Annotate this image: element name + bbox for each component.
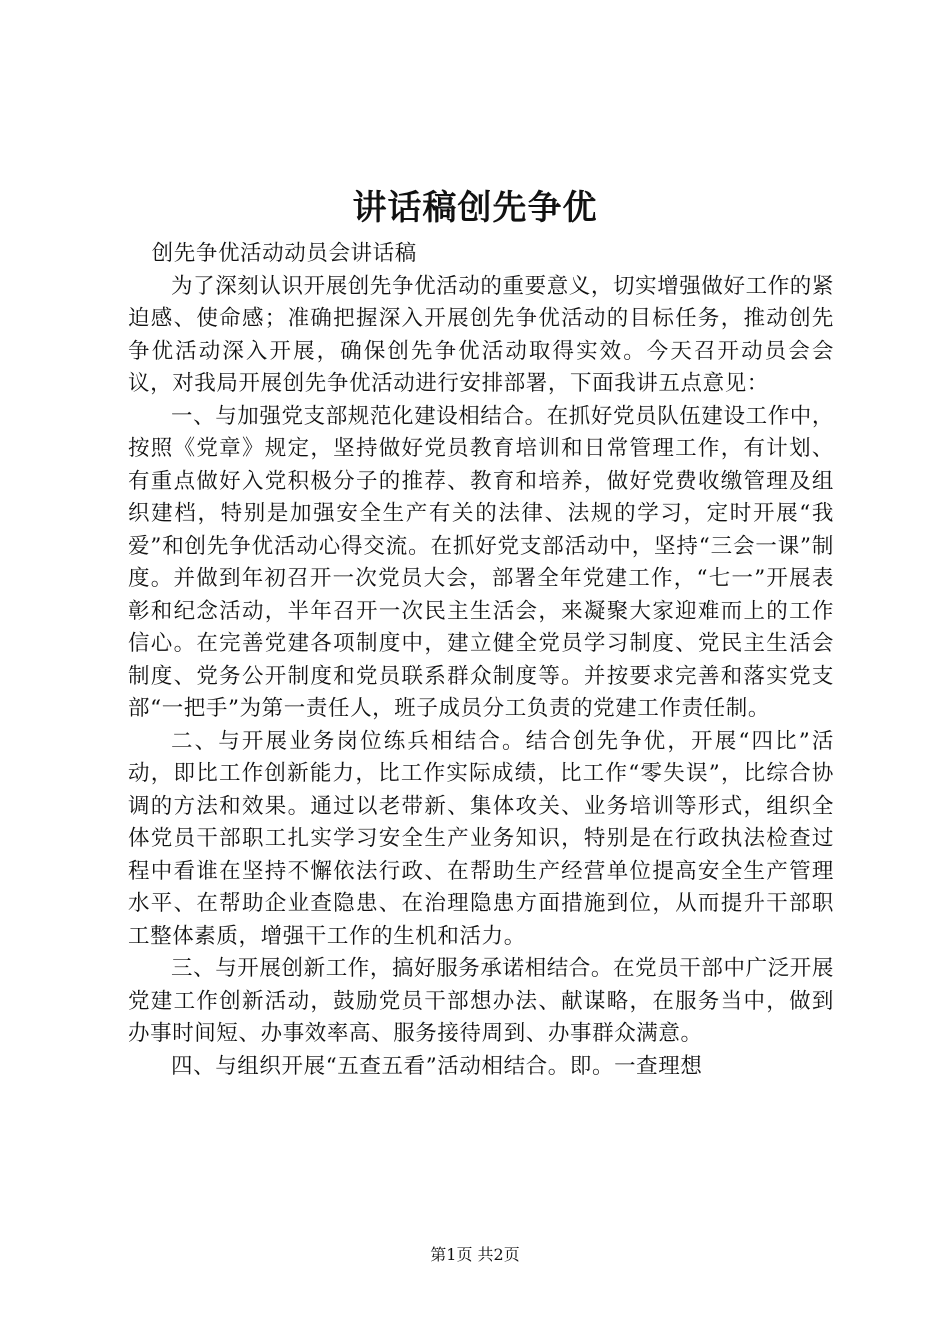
paragraph-point-2: 二、与开展业务岗位练兵相结合。结合创先争优，开展“四比”活动，即比工作创新能力，比工作实际成绩，比工作“零失误”，比综合协调的方法和效果。通过以老带新、集体攻关、业务培训等形式，组织全体党员干部职工扎实学习安全生产业务知识，特别是在行政执法检查过程中看谁在坚持不懈依法行政、在帮助生产经营单位提高安全生产管理水平、在帮助企业查隐患、在治理隐患方面措施到位，从而提升干部职工整体素质，增强干工作的生机和活力。: [128, 728, 834, 949]
paragraph-intro: 为了深刻认识开展创先争优活动的重要意义，切实增强做好工作的紧迫感、使命感；准确把握深入开展创先争优活动的目标任务，推动创先争优活动深入开展，确保创先争优活动取得实效。今天召开动员会会议，对我局开展创先争优活动进行安排部署，下面我讲五点意见：: [128, 273, 835, 396]
page-number-footer: 第1页 共2页: [430, 1245, 520, 1264]
paragraph-point-1: 一、与加强党支部规范化建设相结合。在抓好党员队伍建设工作中，按照《党章》规定，坚持做好党员教育培训和日常管理工作，有计划、有重点做好入党积极分子的推荐、教育和培养，做好党费收缴管理及组织建档，特别是加强安全生产有关的法律、法规的学习，定时开展“我爱”和创先争优活动心得交流。在抓好党支部活动中，坚持“三会一课”制度。并做到年初召开一次党员大会，部署全年党建工作，“七一”开展表彰和纪念活动，半年召开一次民主生活会，来凝聚大家迎难而上的工作信心。在完善党建各项制度中，建立健全党员学习制度、党民主生活会制度、党务公开制度和党员联系群众制度等。并按要求完善和落实党支部“一把手”为第一责任人，班子成员分工负责的党建工作责任制。: [128, 403, 835, 721]
paragraph-point-3: 三、与开展创新工作，搞好服务承诺相结合。在党员干部中广泛开展党建工作创新活动，鼓励党员干部想办法、献谋略，在服务当中，做到办事时间短、办事效率高、服务接待周到、办事群众满意。: [128, 956, 835, 1046]
document-body: [128, 238, 834, 1083]
document-subtitle: 创先争优活动动员会讲话稿: [151, 241, 417, 266]
document-title: 讲话稿创先争优: [352, 188, 598, 228]
paragraph-point-4: 四、与组织开展“五查五看”活动相结合。即。一查理想: [171, 1053, 703, 1079]
